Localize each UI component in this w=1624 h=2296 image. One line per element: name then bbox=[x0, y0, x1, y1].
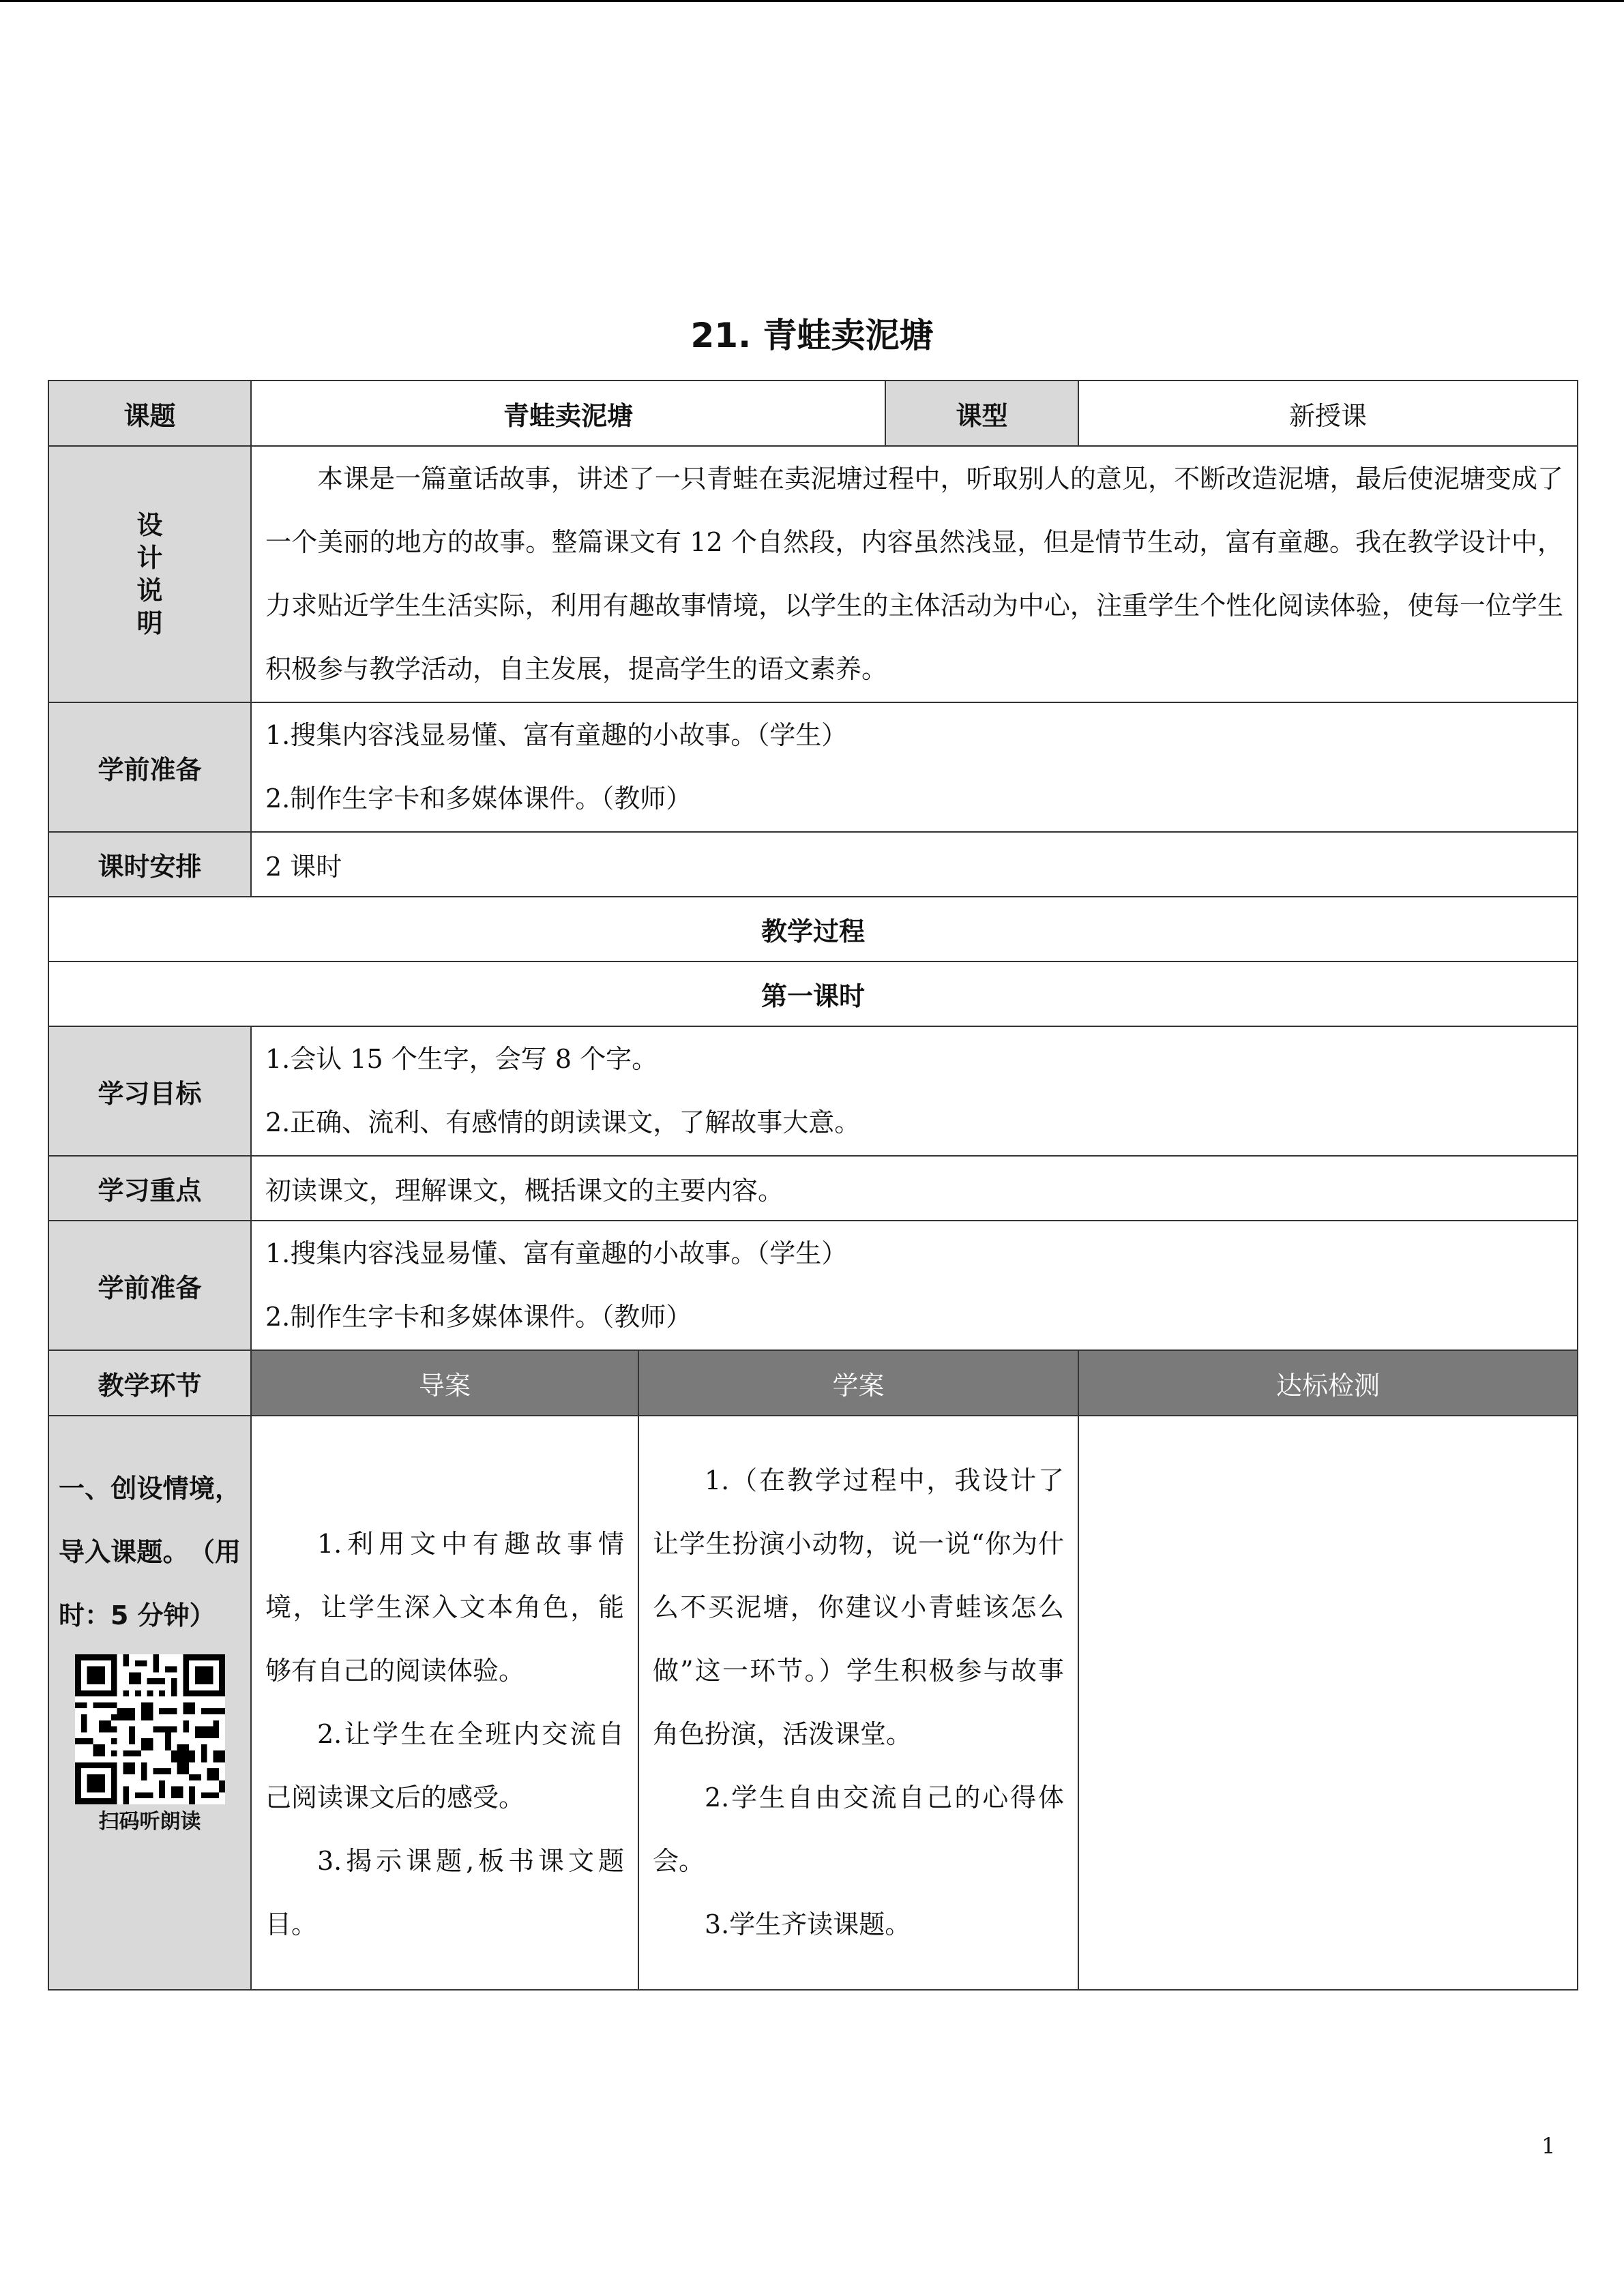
design-label-char: 设 bbox=[136, 510, 163, 540]
process-title: 教学过程 bbox=[48, 897, 1578, 961]
preparation2-items bbox=[251, 1221, 1578, 1350]
topic-value: 青蛙卖泥塘 bbox=[251, 381, 885, 446]
guide-item: 2.让学生在全班内交流自己阅读课文后的感受。 bbox=[265, 1719, 624, 1813]
check-column-header: 达标检测 bbox=[1078, 1350, 1578, 1416]
top-border-line bbox=[0, 0, 1624, 2]
qr-caption: 扫码听朗读 bbox=[98, 1810, 201, 1834]
preparation2-row bbox=[48, 1221, 1578, 1350]
design-label-char: 计 bbox=[136, 543, 163, 573]
step-one-cell bbox=[48, 1416, 251, 1990]
preparation-items bbox=[251, 702, 1578, 832]
lesson-one-row bbox=[48, 961, 1578, 1026]
preparation-item: 2.制作生字卡和多媒体课件。（教师） bbox=[265, 784, 692, 814]
preparation-item: 1.搜集内容浅显易懂、富有童趣的小故事。（学生） bbox=[265, 720, 848, 750]
qr-code-icon[interactable] bbox=[75, 1654, 225, 1804]
preparation2-item: 2.制作生字卡和多媒体课件。（教师） bbox=[265, 1302, 692, 1332]
goal-item: 1.会认 15 个生字，会写 8 个字。 bbox=[265, 1044, 658, 1074]
design-label bbox=[48, 446, 251, 702]
schedule-value: 2 课时 bbox=[251, 832, 1578, 897]
type-label: 课型 bbox=[885, 381, 1078, 446]
goals-label: 学习目标 bbox=[48, 1026, 251, 1156]
guide-column-header: 导案 bbox=[251, 1350, 638, 1416]
goal-item: 2.正确、流利、有感情的朗读课文，了解故事大意。 bbox=[265, 1107, 861, 1137]
columns-header-row bbox=[48, 1350, 1578, 1416]
focus-row bbox=[48, 1156, 1578, 1221]
study-column-header: 学案 bbox=[638, 1350, 1078, 1416]
guide-item: 1.利用文中有趣故事情境，让学生深入文本角色，能够有自己的阅读体验。 bbox=[265, 1529, 624, 1686]
preparation2-label: 学前准备 bbox=[48, 1221, 251, 1350]
focus-label: 学习重点 bbox=[48, 1156, 251, 1221]
study-item: 3.学生齐读课题。 bbox=[705, 1909, 911, 1939]
goals-items bbox=[251, 1026, 1578, 1156]
check-cell bbox=[1078, 1416, 1578, 1990]
schedule-row bbox=[48, 832, 1578, 897]
focus-value: 初读课文，理解课文，概括课文的主要内容。 bbox=[251, 1156, 1578, 1221]
schedule-label: 课时安排 bbox=[48, 832, 251, 897]
qr-block bbox=[59, 1648, 241, 1845]
study-cell bbox=[638, 1416, 1078, 1990]
type-value: 新授课 bbox=[1078, 381, 1578, 446]
study-item: 2.学生自由交流自己的心得体会。 bbox=[653, 1783, 1065, 1876]
preparation2-item: 1.搜集内容浅显易懂、富有童趣的小故事。（学生） bbox=[265, 1238, 848, 1268]
lesson-plan-table bbox=[48, 380, 1578, 1991]
guide-item: 3.揭示课题,板书课文题目。 bbox=[265, 1846, 624, 1939]
lesson-title: 21. 青蛙卖泥塘 bbox=[690, 316, 934, 355]
stage-column-header: 教学环节 bbox=[48, 1350, 251, 1416]
guide-cell bbox=[251, 1416, 638, 1990]
topic-label: 课题 bbox=[48, 381, 251, 446]
design-label-char: 说 bbox=[136, 576, 163, 606]
design-label-char: 明 bbox=[136, 608, 163, 638]
step-one-row bbox=[48, 1416, 1578, 1990]
study-item: 1.（在教学过程中，我设计了让学生扮演小动物，说一说“你为什么不买泥塘，你建议小青蛙该怎么做”这一环节。）学生积极参与故事角色扮演，活泼课堂。 bbox=[653, 1465, 1065, 1749]
design-row bbox=[48, 446, 1578, 702]
step-one-name: 一、创设情境，导入课题。 （用时：5 分钟） bbox=[59, 1474, 241, 1630]
page-number: 1 bbox=[1541, 2133, 1556, 2159]
process-title-row bbox=[48, 897, 1578, 961]
header-row bbox=[48, 381, 1578, 446]
preparation-label: 学前准备 bbox=[48, 702, 251, 832]
lesson-one-title: 第一课时 bbox=[48, 961, 1578, 1026]
goals-row bbox=[48, 1026, 1578, 1156]
preparation-row bbox=[48, 702, 1578, 832]
design-text: 本课是一篇童话故事，讲述了一只青蛙在卖泥塘过程中，听取别人的意见，不断改造泥塘，最后使泥塘变成了一个美丽的地方的故事。整篇课文有 12 个自然段，内容虽然浅显，但是情节生动，富有童趣。我在教学设计中，力求贴近学生生活实际，利用有趣故事情境，以学生的主体活动为中心，注重学生个性化阅读体验，使每一位学生积极参与教学活动，自主发展，提高学生的语文素养。 bbox=[251, 446, 1578, 702]
